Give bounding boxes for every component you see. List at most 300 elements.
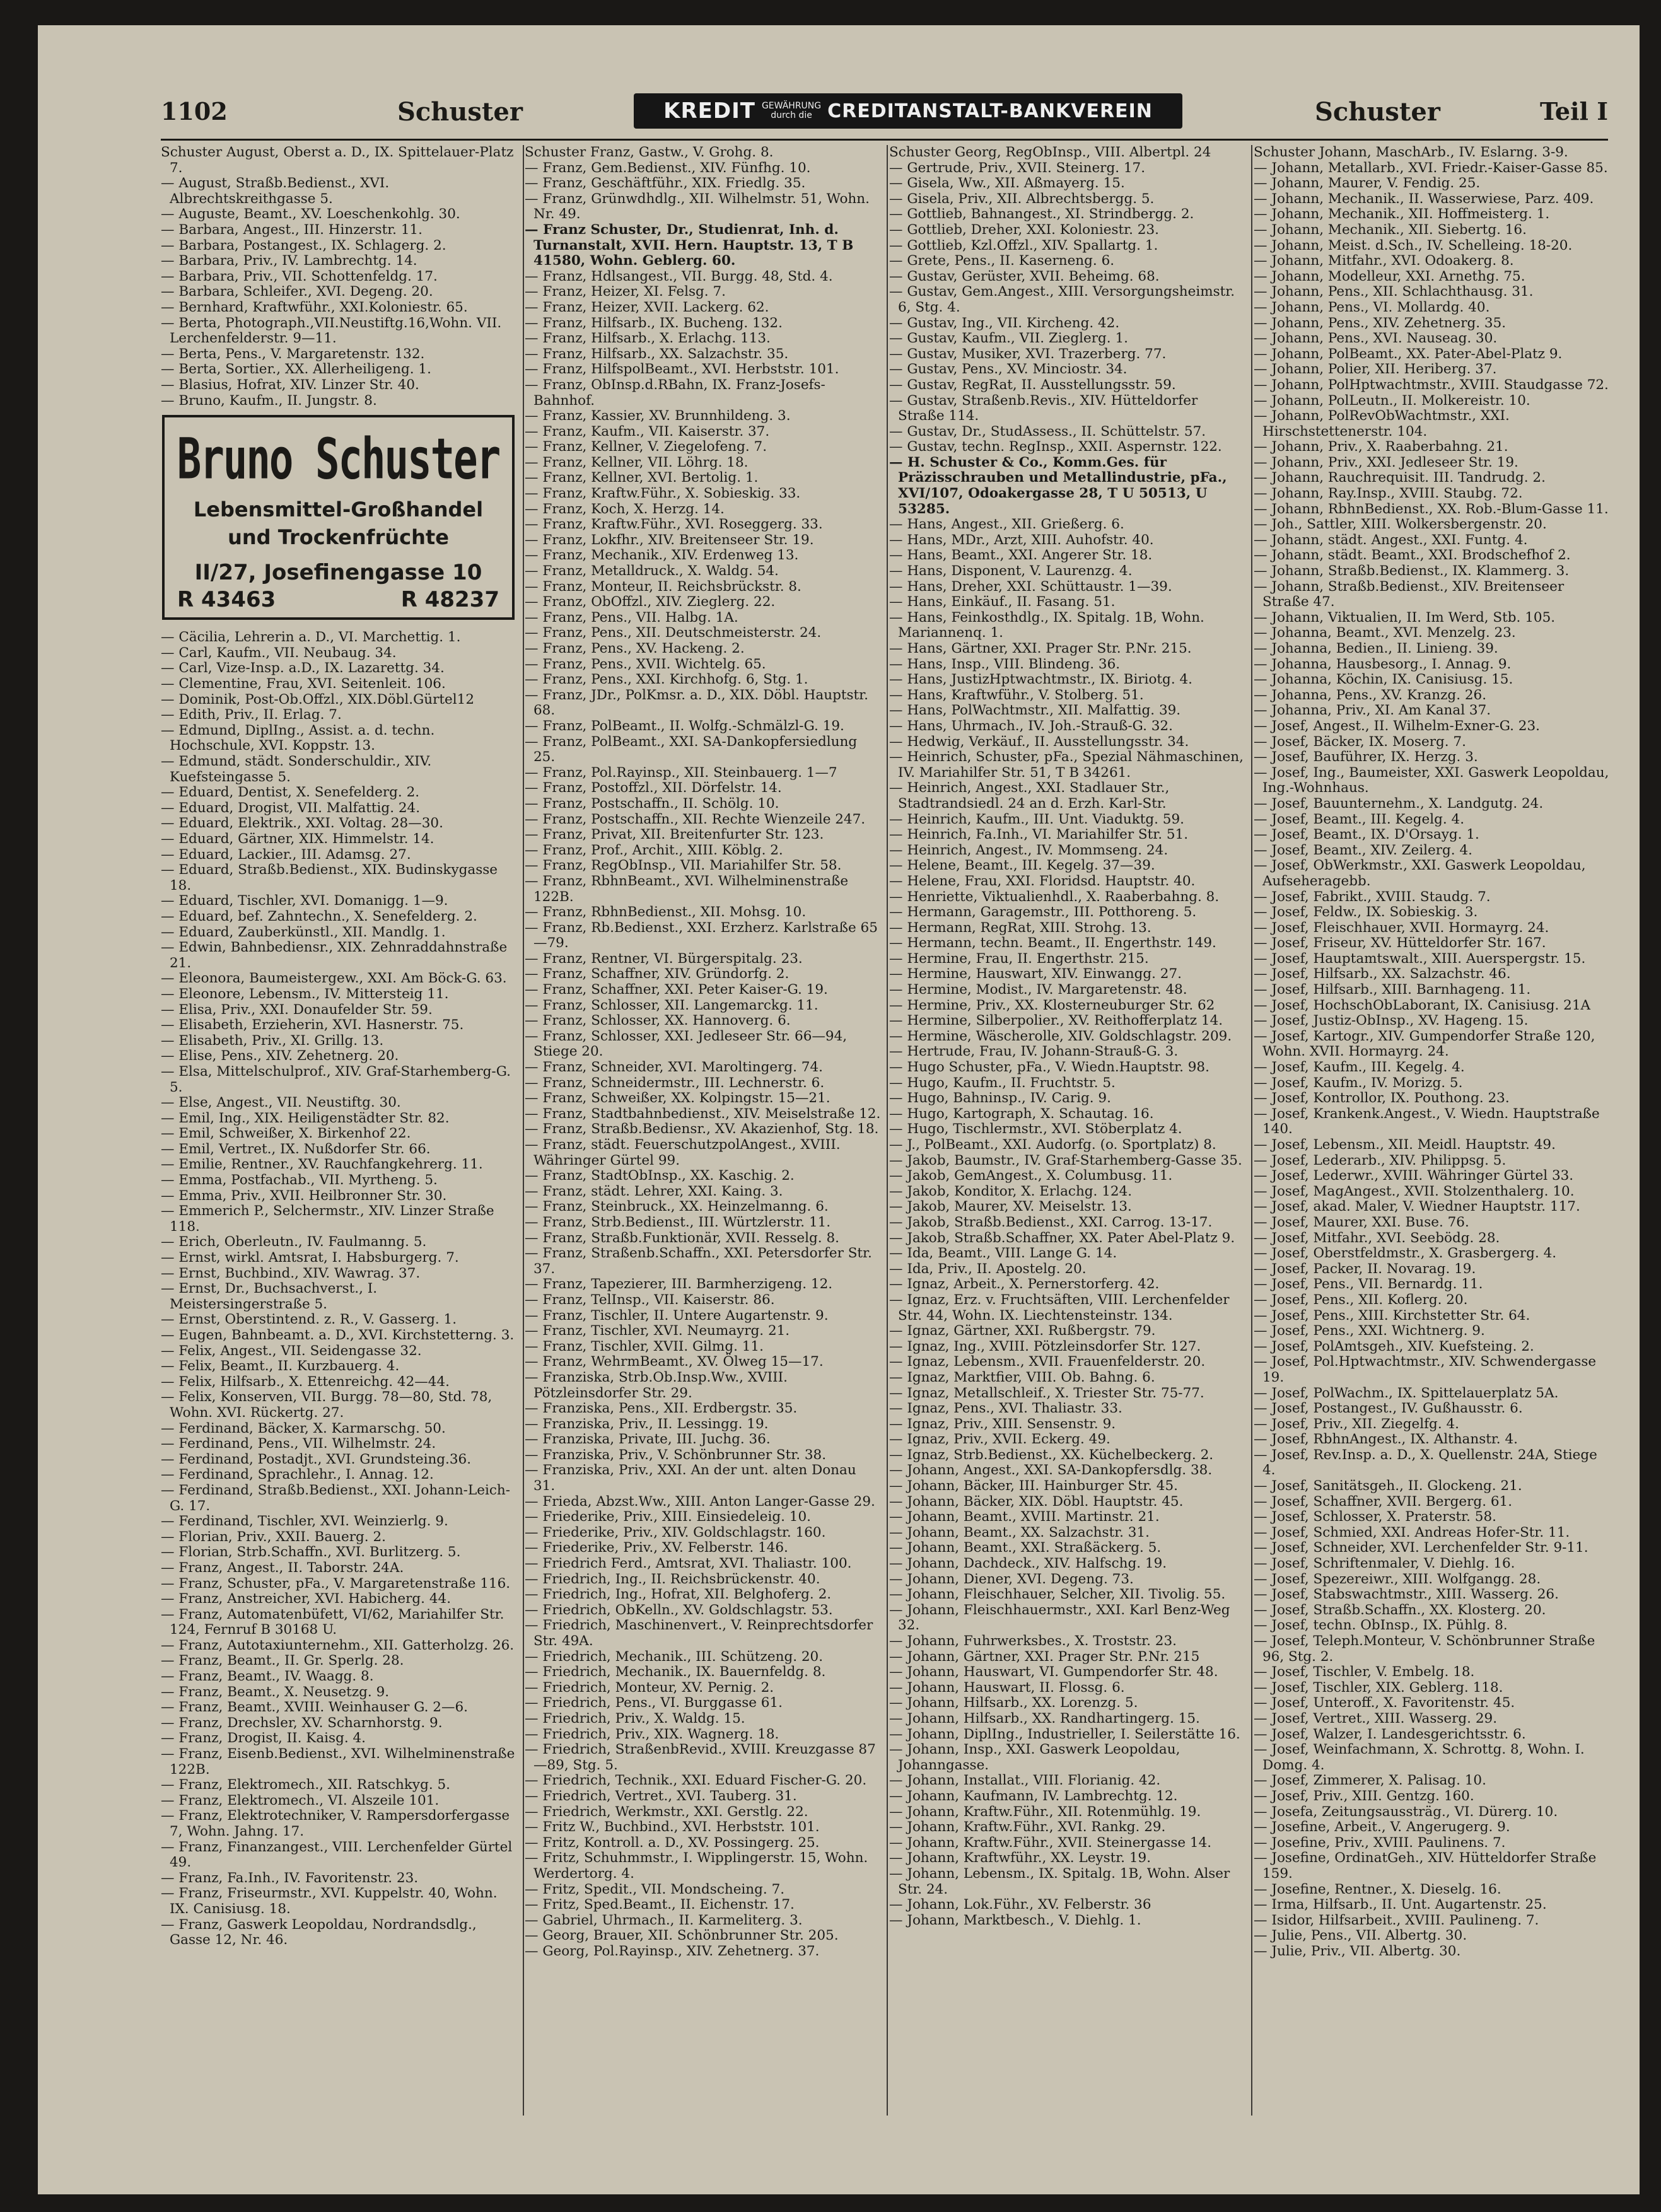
directory-entry: — Friederike, Priv., XIII. Einsiedeleig. 10. [525,1509,811,1525]
header-rule [161,139,1608,141]
directory-entry: — Florian, Strb.Schaffn., XVI. Burlitzerg. 5. [161,1544,461,1561]
directory-entry: — Hans, Uhrmach., IV. Joh.-Strauß-G. 32. [889,718,1173,734]
directory-entry: — Eduard, Gärtner, XIX. Himmelstr. 14. [161,831,434,847]
directory-entry: — Johann, Angest., XXI. SA-Dankopfersdlg. 38. [889,1462,1213,1479]
directory-entry: — Elsa, Mittelschulprof., XIV. Graf-Starhemberg-G. 5. [161,1063,511,1095]
directory-entry: — Friedrich, Technik., XXI. Eduard Fischer-G. 20. [525,1773,867,1789]
directory-entry: — Josef, Lederarb., XIV. Philippsg. 5. [1254,1152,1507,1168]
directory-entry: — Josef, Friseur, XV. Hütteldorfer Str. 167. [1254,935,1546,952]
directory-entry: — Josef, Hilfsarb., XX. Salzachstr. 46. [1254,966,1511,982]
directory-entry: — Ignaz, Metallschleif., X. Triester Str. 75-77. [889,1385,1204,1401]
directory-entry: — Cäcilia, Lehrerin a. D., VI. Marchettig. 1. [161,629,461,646]
directory-entry: — Josef, Pens., VII. Bernardg. 11. [1254,1276,1483,1293]
directory-entry: — Johann, städt. Angest., XXI. Funtg. 4. [1254,532,1528,548]
directory-entry: — Josef, Vertret., XIII. Wasserg. 29. [1254,1710,1498,1726]
directory-entry: — Josef, Kaufm., III. Kegelg. 4. [1254,1059,1465,1076]
directory-entry: — Frieda, Abzst.Ww., XIII. Anton Langer-Gasse 29. [525,1493,875,1510]
directory-entry: — Hugo, Kartograph, X. Schautag. 16. [889,1105,1154,1122]
directory-entry: — Franz, Friseurmstr., XVI. Kuppelstr. 40, Wohn. IX. Canisiusg. 18. [161,1885,498,1917]
directory-entry: — Franz, Privat, XII. Breitenfurter Str. 123. [525,827,824,843]
directory-entry: — Berta, Sortier., XX. Allerheiligeng. 1. [161,361,431,378]
directory-entry: — Josef, ObWerkmstr., XXI. Gaswerk Leopoldau, Aufseheragebb. [1254,858,1586,889]
directory-entry: — Franz, Kraftw.Führ., XVI. Roseggerg. 33. [525,516,823,533]
directory-entry: — Hermine, Wäscherolle, XIV. Goldschlagstr. 209. [889,1028,1232,1044]
directory-entry: — Irma, Hilfsarb., II. Unt. Augartenstr. 25. [1254,1897,1547,1913]
directory-entry: — Franz, Elektromech., VI. Alszeile 101. [161,1792,440,1808]
directory-entry: — Jakob, Maurer, XV. Meiselstr. 13. [889,1199,1132,1215]
directory-entry: — Josef, Rev.Insp. a. D., X. Quellenstr. 24A, Stiege 4. [1254,1447,1597,1479]
directory-entry: — Hans, Disponent, V. Laurenzg. 4. [889,563,1133,579]
directory-entry: — H. Schuster & Co., Komm.Ges. für Präzisschrauben und Metallindustrie, pFa., XVI/107, Odoakergasse 28, T U 50513, U 53285. [889,454,1227,517]
directory-entry: — Hermine, Hauswart, XIV. Einwangg. 27. [889,966,1182,982]
directory-entry: — Johann, Bäcker, XIX. Döbl. Hauptstr. 45. [889,1493,1184,1510]
directory-entry: — Josef, Feldw., IX. Sobieskig. 3. [1254,904,1478,921]
directory-entry: — Emil, Vertret., IX. Nußdorfer Str. 66. [161,1141,431,1157]
directory-entry: — Josef, Schneider, XVI. Lerchenfelder Str. 9-11. [1254,1540,1588,1556]
directory-entry: — Josef, Maurer, XXI. Buse. 76. [1254,1214,1469,1230]
directory-entry: — Ignaz, Priv., XIII. Sensenstr. 9. [889,1416,1116,1432]
directory-entry: — Franz, Kraftw.Führ., X. Sobieskig. 33. [525,486,801,502]
directory-entry: — Franz, Schuster, pFa., V. Margaretenstraße 116. [161,1575,511,1592]
directory-entry: — Josefa, Zeitungsaussträg., VI. Dürerg. 10. [1254,1803,1558,1820]
directory-entry: — Franz, Heizer, XI. Felsg. 7. [525,284,726,300]
directory-page [38,25,1640,2194]
directory-entry: — Friedrich, Priv., X. Waldg. 15. [525,1710,745,1726]
directory-entry: — Franz, städt. Lehrer, XXI. Kaing. 3. [525,1183,783,1199]
directory-entry: — Josef, Angest., II. Wilhelm-Exner-G. 23. [1254,718,1540,734]
directory-entry: — Johanna, Bedien., II. Linieng. 39. [1254,641,1498,656]
directory-entry: — Franz, Steinbruck., XX. Heinzelmanng. 6. [525,1199,829,1215]
directory-entry: — Eleonore, Lebensm., IV. Mittersteig 11. [161,986,449,1002]
ad-company-name: Bruno Schuster [177,427,500,492]
directory-entry: — Franz, Pens., XVII. Wichtelg. 65. [525,656,766,672]
directory-entry: — Franz, RbhnBedienst., XII. Mohsg. 10. [525,904,807,921]
directory-entry: — Franz, Kellner, XVI. Bertolig. 1. [525,470,759,486]
directory-entry: — Barbara, Postangest., IX. Schlagerg. 2. [161,237,446,253]
directory-entry: — Franz, Schweißer, XX. Kolpingstr. 15—21. [525,1090,830,1107]
directory-entry: — Franz, Prof., Archit., XIII. Köblg. 2. [525,842,783,858]
directory-entry: — Franz, Kellner, V. Ziegelofeng. 7. [525,439,767,455]
directory-entry: — Emilie, Rentner., XV. Rauchfangkehrerg. 11. [161,1156,483,1173]
directory-entry: — Emil, Ing., XIX. Heiligenstädter Str. 82. [161,1110,450,1126]
directory-entry: — Josef, HochschObLaborant, IX. Canisiusg. 21A [1254,997,1591,1013]
directory-entry: — August, Straßb.Bedienst., XVI. Albrechtskreithgasse 5. [161,175,390,207]
directory-entry: — Franz, WehrmBeamt., XV. Ölweg 15—17. [525,1354,824,1370]
ad-phones [172,586,504,612]
directory-entry: — Ignaz, Strb.Bedienst., XX. Küchelbeckerg. 2. [889,1447,1214,1463]
directory-entry: — Josef, Justiz-ObInsp., XV. Hageng. 15. [1254,1013,1529,1029]
directory-entry: — Johann, RbhnBedienst., XX. Rob.-Blum-Gasse 11. [1254,501,1609,517]
directory-entry: — Franz, Tischler, II. Untere Augartenstr. 9. [525,1307,829,1324]
directory-entry: — Ferdinand, Straßb.Bedienst., XXI. Johann-Leich-G. 17. [161,1482,510,1514]
header-keyword-left: Schuster [397,97,523,127]
directory-entry: — Franz, Angest., II. Taborstr. 24A. [161,1559,404,1576]
directory-entry: — Hermann, techn. Beamt., II. Engerthstr. 149. [889,935,1216,952]
directory-entry: — Hans, Insp., VIII. Blindeng. 36. [889,656,1121,672]
directory-entry: — Johann, Mechanik., XII. Siebertg. 16. [1254,221,1527,238]
directory-entry: — Josef, techn. ObInsp., IX. Pühlg. 8. [1254,1617,1508,1634]
directory-entry: — Josef, Hauptamtswalt., XIII. Auerspergstr. 15. [1254,950,1586,967]
directory-entry: — Franziska, Private, III. Juchg. 36. [525,1431,771,1448]
directory-entry: Schuster Franz, Gastw., V. Grohg. 8. [525,144,774,160]
directory-entry: — Friedrich, Maschinenvert., V. Reinprechtsdorfer Str. 49A. [525,1617,873,1649]
bruno-schuster-ad [162,415,515,620]
directory-entry: — Franz, TelInsp., VII. Kaiserstr. 86. [525,1291,775,1308]
directory-entry: — Felix, Angest., VII. Seidengasse 32. [161,1342,422,1359]
directory-entry: — Friederike, Priv., XIV. Goldschlagstr. 160. [525,1524,826,1540]
directory-entry: — Heinrich, Schuster, pFa., Spezial Nähmaschinen, IV. Mariahilfer Str. 51, T B 34261. [889,749,1244,781]
directory-entry: — Edmund, DiplIng., Assist. a. d. techn. Hochschule, XVI. Koppstr. 13. [161,722,435,754]
part-label: Teil I [1540,97,1608,125]
directory-entry: — Heinrich, Angest., IV. Mommseng. 24. [889,842,1169,858]
directory-entry: — Johann, Gärtner, XXI. Prager Str. P.Nr. 215 [889,1648,1200,1665]
directory-entry: — Eduard, Zauberkünstl., XII. Mandlg. 1. [161,924,446,940]
directory-entry: Schuster Georg, RegObInsp., VIII. Albertpl. 24 [889,144,1211,160]
directory-entry: — Josef, Zimmerer, X. Palisag. 10. [1254,1773,1486,1789]
directory-entry: — Edwin, Bahnbediensr., XIX. Zehnraddahnstraße 21. [161,940,508,971]
directory-entry: — Ferdinand, Tischler, XVI. Weinzierlg. 9. [161,1513,448,1530]
directory-entry: — Ferdinand, Bäcker, X. Karmarschg. 50. [161,1420,446,1436]
directory-entry: — Emmerich P., Selchermstr., XIV. Linzer Straße 118. [161,1203,494,1235]
directory-entry: — Else, Angest., VII. Neustiftg. 30. [161,1095,401,1111]
directory-entry: — Hans, Einkäuf., II. Fasang. 51. [889,594,1116,610]
directory-entry: — Franz, Tischler, XVI. Neumayrg. 21. [525,1323,790,1339]
directory-entry: — Ernst, wirkl. Amtsrat, I. Habsburgerg. 7. [161,1250,459,1266]
directory-entry: — Johann, Lok.Führ., XV. Felberstr. 36 [889,1897,1151,1913]
directory-entry: — Friedrich, Mechanik., IX. Bauernfeldg. 8. [525,1664,826,1680]
directory-entry: — Franz, Drechsler, XV. Scharnhorstg. 9. [161,1714,443,1731]
directory-entry: — Gustav, techn. RegInsp., XXII. Aspernstr. 122. [889,439,1222,455]
directory-entry: — Hermann, RegRat, XIII. Strohg. 13. [889,919,1151,936]
column-3-entries [889,145,1245,1928]
column-3 [889,145,1245,1928]
directory-entry: — Franz, Schaffner, XXI. Peter Kaiser-G. 19. [525,982,828,998]
directory-entry: — Josef, Pens., XXI. Wichtnerg. 9. [1254,1323,1485,1339]
directory-entry: — Josefine, Arbeit., V. Angerugerg. 9. [1254,1819,1510,1836]
directory-entry: — Josef, Bäcker, IX. Moserg. 7. [1254,733,1466,750]
directory-entry: — Franz, Beamt., XVIII. Weinhauser G. 2—6. [161,1699,468,1716]
directory-entry: — Johann, Ray.Insp., XVIII. Staubg. 72. [1254,486,1523,502]
directory-entry: — Ignaz, Arbeit., X. Pernerstorferg. 42. [889,1276,1160,1293]
directory-entry: — Josef, PolAmtsgeh., XIV. Kuefsteing. 2. [1254,1338,1534,1354]
directory-entry: — Dominik, Post-Ob.Offzl., XIX.Döbl.Gürtel12 [161,691,474,707]
directory-entry: — Friedrich, Ing., Hofrat, XII. Belghoferg. 2. [525,1586,832,1603]
directory-entry: — Hans, Beamt., XXI. Angerer Str. 18. [889,547,1153,564]
directory-entry: — Franz, RegObInsp., VII. Mariahilfer Str. 58. [525,858,842,874]
directory-entry: — Eduard, Lackier., III. Adamsg. 27. [161,846,411,863]
directory-entry: — Franz, Mechanik., XIV. Erdenweg 13. [525,547,799,564]
directory-entry: — Fritz, Kontroll. a. D., XV. Possingerg. 25. [525,1834,820,1851]
directory-entry: — Gustav, Dr., StudAssess., II. Schüttelstr. 57. [889,423,1206,439]
directory-entry: — Julie, Pens., VII. Albertg. 30. [1254,1928,1467,1944]
directory-entry: — Helene, Beamt., III. Kegelg. 37—39. [889,858,1155,874]
directory-entry: — Josef, RbhnAngest., IX. Althanstr. 4. [1254,1431,1518,1448]
directory-entry: — Joh., Sattler, XIII. Wolkersbergenstr. 20. [1254,516,1547,533]
column-1-top-entries [161,145,517,409]
directory-entry: — Hugo, Bahninsp., IV. Carig. 9. [889,1090,1111,1107]
directory-entry: — Franz, Hilfsarb., XX. Salzachstr. 35. [525,346,789,362]
directory-entry: — Josef, Kontrollor, IX. Pouthong. 23. [1254,1090,1510,1107]
directory-entry: — Fritz, Schuhmmstr., I. Wipplingerstr. 15, Wohn. Werdertorg. 4. [525,1850,868,1882]
directory-entry: — Gabriel, Uhrmach., II. Karmeliterg. 3. [525,1912,803,1928]
directory-entry: — Hertrude, Frau, IV. Johann-Strauß-G. 3. [889,1044,1179,1060]
directory-entry: — Carl, Kaufm., VII. Neubaug. 34. [161,644,397,661]
directory-entry: — Johann, Priv., X. Raaberbahng. 21. [1254,439,1508,455]
directory-entry: — Heinrich, Kaufm., III. Unt. Viaduktg. 59. [889,811,1184,827]
directory-entry: — Jakob, Konditor, X. Erlachg. 124. [889,1183,1133,1199]
directory-entry: — Johanna, Beamt., XVI. Menzelg. 23. [1254,625,1516,641]
directory-entry: — Emma, Postfachab., VII. Myrtheng. 5. [161,1172,438,1189]
directory-entry: — Johann, Diener, XVI. Degeng. 73. [889,1571,1134,1587]
directory-entry: — Franz, Tapezierer, III. Barmherzigeng. 12. [525,1276,833,1293]
directory-entry: — Josef, Kartogr., XIV. Gumpendorfer Straße 120, Wohn. XVII. Hormayrg. 24. [1254,1028,1595,1060]
directory-entry: — Johanna, Priv., XI. Am Kanal 37. [1254,702,1491,719]
directory-entry: — Ferdinand, Pens., VII. Wilhelmstr. 24. [161,1436,436,1452]
directory-entry: — Hugo, Tischlermstr., XVI. Stöberplatz 4. [889,1121,1182,1138]
directory-entry: — Josef, Mitfahr., XVI. Seebödg. 28. [1254,1230,1500,1246]
directory-entry: — Josef, Fabrikt., XVIII. Staudg. 7. [1254,888,1491,905]
directory-entry: — Gustav, Musiker, XVI. Trazerberg. 77. [889,346,1167,362]
directory-entry: — Fritz, Sped.Beamt., II. Eichenstr. 17. [525,1897,795,1913]
directory-entry: — Franziska, Priv., V. Schönbrunner Str. 38. [525,1447,827,1463]
directory-entry: — Franz, PolBeamt., II. Wolfg.-Schmälzl-G. 19. [525,718,844,734]
directory-entry: — Franz, Postoffzl., XII. Dörfelstr. 14. [525,780,782,796]
directory-entry: — Berta, Photograph.,VII.Neustiftg.16,Wohn. VII. Lerchenfelderstr. 9—11. [161,315,502,347]
directory-entry: — Franz, Hilfsarb., X. Erlachg. 113. [525,330,771,347]
directory-entry: — Hans, Kraftwführ., V. Stolberg. 51. [889,687,1144,703]
directory-entry: — Johann, PolRevObWachtmstr., XXI. Hirschstettenerstr. 104. [1254,408,1510,439]
directory-entry: — Johann, Beamt., XXI. Straßäckerg. 5. [889,1540,1162,1556]
directory-entry: — Gertrude, Priv., XVII. Steinerg. 17. [889,160,1146,176]
directory-entry: — Johann, Metallarb., XVI. Friedr.-Kaiser-Gasse 85. [1254,160,1608,176]
directory-entry: — Franz, Schneider, XVI. Maroltingerg. 74. [525,1059,823,1076]
directory-entry: — Johanna, Köchin, IX. Canisiusg. 15. [1254,672,1513,688]
column-2 [525,145,881,1959]
directory-entry: — Georg, Pol.Rayinsp., XIV. Zehetnerg. 37. [525,1943,820,1959]
directory-entry: — J., PolBeamt., XXI. Audorfg. (o. Sportplatz) 8. [889,1137,1216,1153]
directory-entry: — Johann, Meist. d.Sch., IV. Schelleing. 18-20. [1254,237,1573,253]
directory-entry: — Hans, Dreher, XXI. Schüttaustr. 1—39. [889,578,1172,595]
directory-entry: — Franz Schuster, Dr., Studienrat, Inh. d. Turnanstalt, XVII. Hern. Hauptstr. 13, T B 41580, Wohn. Geblerg. 60. [525,221,854,269]
directory-entry: — Johann, Marktbesch., V. Diehlg. 1. [889,1912,1141,1928]
directory-entry: — Johann, Kaufmann, IV. Lambrechtg. 12. [889,1788,1178,1804]
column-1-bottom-entries [161,630,517,1948]
directory-entry: — Ferdinand, Postadjt., XVI. Grundsteing.36. [161,1451,472,1467]
directory-entry: — Franz, Heizer, XVII. Lackerg. 62. [525,299,769,315]
directory-entry: — Henriette, Viktualienhdl., X. Raaberbahng. 8. [889,888,1220,905]
directory-entry: — Johann, Rauchrequisit. III. Tandrudg. 2. [1254,470,1546,486]
ad-phone-2: R 48237 [400,586,499,612]
directory-entry: — Franz, Straßenb.Schaffn., XXI. Petersdorfer Str. 37. [525,1245,872,1277]
directory-entry: — Ignaz, Erz. v. Fruchtsäften, VIII. Lerchenfelder Str. 44, Wohn. IX. Liechtensteinstr. 134. [889,1291,1230,1324]
directory-entry: — Franz, RbhnBeamt., XVI. Wilhelminenstraße 122B. [525,873,849,905]
directory-entry: — Jakob, Baumstr., IV. Graf-Starhemberg-Gasse 35. [889,1152,1242,1168]
column-divider [887,145,888,2116]
directory-entry: — Hans, MDr., Arzt, XIII. Auhofstr. 40. [889,532,1154,548]
directory-entry: — Johann, DiplIng., Industrieller, I. Seilerstätte 16. [889,1726,1240,1742]
directory-entry: — Eduard, Drogist, VII. Malfattig. 24. [161,800,421,816]
directory-entry: — Gustav, RegRat, II. Ausstellungsstr. 59. [889,376,1176,393]
directory-entry: — Franz, Straßb.Funktionär, XVII. Resselg. 8. [525,1230,839,1246]
directory-entry: — Fritz, Spedit., VII. Mondscheing. 7. [525,1881,785,1897]
directory-entry: — Franz, städt. FeuerschutzpolAngest., XVIII. Währinger Gürtel 99. [525,1137,841,1168]
directory-entry: — Franz, Postschaffn., XII. Rechte Wienzeile 247. [525,811,866,827]
directory-entry: — Josefine, Priv., XVIII. Paulinens. 7. [1254,1834,1506,1851]
directory-entry: — Gustav, Pens., XV. Minciostr. 34. [889,361,1128,378]
directory-entry: — Josef, Oberstfeldmstr., X. Grasbergerg. 4. [1254,1245,1557,1262]
directory-entry: — Franz, Schlosser, XXI. Jedleseer Str. 66—94, Stiege 20. [525,1028,848,1060]
directory-entry: — Felix, Hilfsarb., X. Ettenreichg. 42—44. [161,1373,450,1390]
directory-entry: — Franz, Beamt., IV. Waagg. 8. [161,1668,374,1685]
directory-entry: — Johann, Dachdeck., XIV. Halfschg. 19. [889,1556,1167,1572]
directory-entry: — Josef, Fleischhauer, XVII. Hormayrg. 24. [1254,919,1549,936]
directory-entry: — Eduard, Dentist, X. Senefelderg. 2. [161,784,420,801]
directory-entry: — Friedrich, ObKelln., XV. Goldschlagstr. 53. [525,1602,833,1618]
directory-entry: — Franz, Gaswerk Leopoldau, Nordrandsdlg., Gasse 12, Nr. 46. [161,1916,477,1948]
directory-entry: — Eduard, Elektrik., XXI. Voltag. 28—30. [161,815,443,832]
directory-entry: — Franz, Pens., XXI. Kirchhofg. 6, Stg. 1. [525,672,808,688]
directory-entry: — Franz, ObOffzl., XIV. Zieglerg. 22. [525,594,776,610]
directory-entry: — Franz, Eisenb.Bedienst., XVI. Wilhelminenstraße 122B. [161,1746,515,1778]
directory-entry: — Hermine, Silberpolier., XV. Reithofferplatz 14. [889,1013,1223,1029]
directory-entry: — Johann, Hilfsarb., XX. Lorenzg. 5. [889,1695,1138,1711]
directory-entry: — Julie, Priv., VII. Albertg. 30. [1254,1943,1461,1959]
directory-entry: — Franz, Geschäftführ., XIX. Friedlg. 35. [525,175,806,192]
directory-entry: — Hermann, Garagemstr., III. Potthoreng. 5. [889,904,1197,921]
directory-entry: — Franz, Pol.Rayinsp., XII. Steinbauerg. 1—7 [525,764,837,781]
directory-entry: — Hugo Schuster, pFa., V. Wiedn.Hauptstr. 98. [889,1059,1209,1076]
directory-entry: — Franz, Beamt., X. Neusetzg. 9. [161,1684,390,1700]
directory-entry: — Auguste, Beamt., XV. Loeschenkohlg. 30. [161,206,460,223]
directory-entry: — Franziska, Priv., II. Lessingg. 19. [525,1416,769,1432]
directory-entry: — Hans, Gärtner, XXI. Prager Str. P.Nr. 215. [889,641,1192,656]
directory-entry: — Franz, Anstreicher, XVI. Habicherg. 44. [161,1591,452,1607]
directory-entry: — Gottlieb, Kzl.Offzl., XIV. Spallartg. 1. [889,237,1158,253]
directory-entry: — Josef, Krankenk.Angest., V. Wiedn. Hauptstraße 140. [1254,1105,1600,1138]
directory-entry: — Elisabeth, Priv., XI. Grillg. 13. [161,1032,384,1049]
directory-entry: — Grete, Pens., II. Kaserneng. 6. [889,253,1115,269]
directory-entry: — Eleonora, Baumeistergew., XXI. Am Böck-G. 63. [161,970,507,987]
directory-entry: — Ernst, Dr., Buchsachverst., I. Meistersingerstraße 5. [161,1281,378,1312]
page-number: 1102 [161,97,228,125]
directory-entry: — Franz, Rentner, VI. Bürgerspitalg. 23. [525,950,803,967]
directory-entry: — Berta, Pens., V. Margaretenstr. 132. [161,346,425,362]
directory-entry: — Johann, Pens., XII. Schlachthausg. 31. [1254,284,1534,300]
directory-entry: — Hermine, Modist., IV. Margaretenstr. 48. [889,982,1187,998]
directory-entry: — Josef, Hilfsarb., XIII. Barnhageng. 11. [1254,982,1531,998]
directory-entry: — Felix, Konserven, VII. Burgg. 78—80, Std. 78, Wohn. XVI. Rückertg. 27. [161,1389,492,1421]
directory-entry: — Johann, PolBeamt., XX. Pater-Abel-Platz 9. [1254,346,1563,362]
directory-entry: — Ignaz, Priv., XVII. Eckerg. 49. [889,1431,1110,1448]
ad-bank-name: CREDITANSTALT-BANKVEREIN [827,100,1153,122]
directory-entry: — Friedrich Ferd., Amtsrat, XVI. Thaliastr. 100. [525,1556,852,1572]
directory-entry: — Josef, Straßb.Schaffn., XX. Klosterg. 20. [1254,1602,1546,1618]
directory-entry: — Edmund, städt. Sonderschuldir., XIV. Kuefsteingasse 5. [161,754,432,785]
directory-entry: — Franz, Rb.Bedienst., XXI. Erzherz. Karlstraße 65—79. [525,919,878,952]
directory-entry: — Heinrich, Fa.Inh., VI. Mariahilfer Str. 51. [889,827,1189,843]
directory-entry: — Josef, Schmied, XXI. Andreas Hofer-Str. 11. [1254,1524,1570,1540]
directory-entry: — Franz, Metalldruck., X. Waldg. 54. [525,563,779,579]
directory-entry: — Ernst, Oberstintend. z. R., V. Gasserg. 1. [161,1312,457,1328]
directory-entry: — Franz, Koch, X. Herzg. 14. [525,501,725,517]
directory-entry: — Erich, Oberleutn., IV. Faulmanng. 5. [161,1234,427,1250]
directory-entry: — Friedrich, StraßenbRevid., XVIII. Kreuzgasse 87—89, Stg. 5. [525,1742,876,1773]
directory-entry: — Friedrich, Priv., XIX. Wagnerg. 18. [525,1726,779,1742]
directory-entry: — Jakob, Straßb.Bedienst., XXI. Carrog. 13-17. [889,1214,1213,1230]
directory-entry: — Friedrich, Werkmstr., XXI. Gerstlg. 22. [525,1803,808,1820]
directory-entry: — Josef, Lederwr., XVIII. Währinger Gürtel 33. [1254,1168,1574,1184]
directory-entry: — Franz, Schneidermstr., III. Lechnerstr. 6. [525,1074,825,1091]
directory-entry: — Josef, Sanitätsgeh., II. Glockeng. 21. [1254,1478,1522,1494]
directory-entry: — Eugen, Bahnbeamt. a. D., XVI. Kirchstetterng. 3. [161,1327,515,1343]
directory-entry: — Johann, PolLeutn., II. Molkereistr. 10. [1254,392,1530,409]
directory-entry: — Johann, Maurer, V. Fendig. 25. [1254,175,1481,192]
ad-line-2: und Trockenfrüchte [228,525,449,550]
directory-entry: — Ida, Priv., II. Apostelg. 20. [889,1260,1087,1277]
directory-entry: — Felix, Beamt., II. Kurzbauerg. 4. [161,1358,400,1375]
directory-entry: — Barbara, Schleifer., XVI. Degeng. 20. [161,284,433,300]
directory-entry: — Josef, Schlosser, X. Praterstr. 58. [1254,1509,1496,1525]
directory-entry: — Hugo, Kaufm., II. Fruchtstr. 5. [889,1074,1116,1091]
ad-mid-line1: GEWÄHRUNG [761,101,822,111]
directory-entry: — Ignaz, Lebensm., XVII. Frauenfelderstr. 20. [889,1354,1206,1370]
directory-entry: — Gustav, Ing., VII. Kircheng. 42. [889,315,1120,331]
column-4 [1254,145,1610,1959]
header-keyword-right: Schuster [1315,97,1440,127]
directory-entry: — Hedwig, Verkäuf., II. Ausstellungsstr. 34. [889,733,1189,750]
directory-entry: — Johann, Polier, XII. Heriberg. 37. [1254,361,1497,378]
directory-entry: — Franz, Hdlsangest., VII. Burgg. 48, Std. 4. [525,268,833,284]
directory-entry: — Josef, Weinfachmann, X. Schrottg. 8, Wohn. I. Domg. 4. [1254,1742,1585,1773]
directory-entry: — Josef, Unteroff., X. Favoritenstr. 45. [1254,1695,1515,1711]
directory-entry: — Ignaz, Ing., XVIII. Pötzleinsdorfer Str. 127. [889,1338,1201,1354]
directory-entry: — Ignaz, Marktfier, VIII. Ob. Bahng. 6. [889,1369,1155,1385]
directory-entry: — Josefine, Rentner., X. Dieselg. 16. [1254,1881,1501,1897]
directory-entry: — Franz, Lokfhr., XIV. Breitenseer Str. 19. [525,532,814,548]
directory-entry: — Georg, Brauer, XII. Schönbrunner Str. 205. [525,1928,839,1944]
directory-entry: — Franz, Kassier, XV. Brunnhildeng. 3. [525,408,791,424]
directory-entry: — Josef, Pens., XIII. Kirchstetter Str. 64. [1254,1307,1530,1324]
directory-entry: — Isidor, Hilfsarbeit., XVIII. Paulineng. 7. [1254,1912,1539,1928]
ad-address: II/27, Josefinengasse 10 [194,560,482,586]
directory-entry: — Franz, JDr., PolKmsr. a. D., XIX. Döbl. Hauptstr. 68. [525,687,868,719]
directory-entry: — Josef, Pol.Hptwachtmstr., XIV. Schwendergasse 19. [1254,1354,1597,1385]
directory-entry: — Franz, Hilfsarb., IX. Bucheng. 132. [525,315,783,331]
directory-entry: — Hans, PolWachtmstr., XII. Malfattig. 39. [889,702,1181,719]
directory-entry: — Johanna, Pens., XV. Kranzg. 26. [1254,687,1487,703]
directory-entry: — Josef, Stabswachtmstr., XIII. Wasserg. 26. [1254,1586,1559,1603]
directory-entry: — Josef, akad. Maler, V. Wiedner Hauptstr. 117. [1254,1199,1580,1215]
directory-entry: — Franz, Pens., XV. Hackeng. 2. [525,641,745,656]
directory-entry: — Josef, Ing., Baumeister, XXI. Gaswerk Leopoldau, Ing.-Wohnhaus. [1254,764,1609,796]
directory-entry: — Franz, Schlosser, XII. Langemarckg. 11. [525,997,819,1013]
directory-entry: — Franz, Elektromech., XII. Ratschkyg. 5. [161,1777,451,1793]
directory-entry: — Franz, Grünwdhdlg., XII. Wilhelmstr. 51, Wohn. Nr. 49. [525,190,870,223]
directory-entry: — Johann, Modelleur, XXI. Arnethg. 75. [1254,268,1525,284]
directory-entry: — Johann, Lebensm., IX. Spitalg. 1B, Wohn. Alser Str. 24. [889,1865,1230,1897]
ad-mid [762,102,821,120]
directory-entry: — Franz, Kellner, VII. Löhrg. 18. [525,454,749,470]
directory-entry: — Elise, Pens., XIV. Zehetnerg. 20. [161,1048,399,1064]
directory-entry: — Franz, Beamt., II. Gr. Sperlg. 28. [161,1653,404,1669]
directory-entry: — Johann, Pens., XVI. Nauseag. 30. [1254,330,1498,347]
directory-entry: — Hermine, Frau, II. Engerthstr. 215. [889,950,1149,967]
directory-entry: — Ernst, Buchbind., XIV. Wawrag. 37. [161,1265,421,1281]
directory-entry: — Heinrich, Angest., XXI. Stadlauer Str., Stadtrandsiedl. 24 an d. Erzh. Karl-Str. [889,780,1170,812]
directory-entry: — Johann, Viktualien, II. Im Werd, Stb. 105. [1254,609,1556,626]
directory-entry: — Josef, Beamt., III. Kegelg. 4. [1254,811,1465,827]
directory-entry: — Franz, Kaufm., VII. Kaiserstr. 37. [525,423,770,439]
